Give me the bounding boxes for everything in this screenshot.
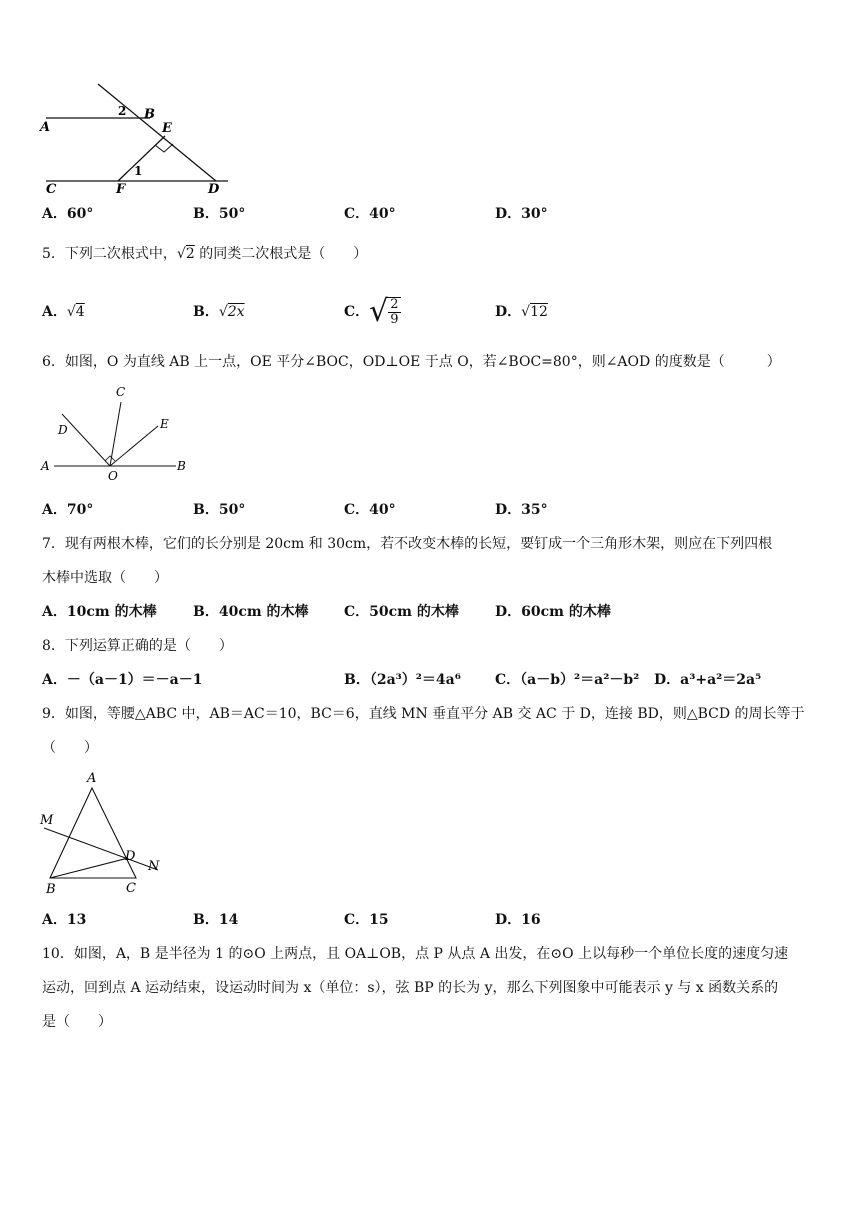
q8-stem: 8．下列运算正确的是（ ） [42,638,233,654]
q9-figure [36,766,176,900]
q5-stem: 5．下列二次根式中，√2 的同类二次根式是（ ） [42,246,368,262]
q6-label-B: B [177,459,186,473]
q9-option-b[interactable]: B．14 [193,912,239,928]
q4-label-D: D [208,182,220,196]
q10-stem-line3: 是（ ） [42,1014,112,1030]
q6-label-O: O [108,469,118,483]
q8-option-a[interactable]: A．－（a－1）＝－a－1 [42,672,203,688]
q9-label-B: B [46,882,56,897]
q4-option-c[interactable]: C．40° [344,206,396,222]
q5-option-b[interactable]: B．√2x [193,304,245,320]
q7-option-c[interactable]: C．50cm 的木棒 [344,604,459,620]
q6-figure [38,384,198,484]
q6-label-C: C [116,385,126,399]
q4-angle-2: 2 [118,104,127,118]
q6-stem: 6．如图，O 为直线 AB 上一点，OE 平分∠BOC，OD⊥OE 于点 O，若∠BOC=80°，则∠AOD 的度数是（ ） [42,354,781,370]
q6-option-a[interactable]: A．70° [42,502,94,518]
q9-stem-line1: 9．如图，等腰△ABC 中，AB＝AC＝10，BC＝6，直线 MN 垂直平分 AB 交 AC 于 D，连接 BD，则△BCD 的周长等于 [42,706,805,722]
q10-stem-line2: 运动，回到点 A 运动结束，设运动时间为 x（单位：s），弦 BP 的长为 y，那么下列图象中可能表示 y 与 x 函数关系的 [42,980,779,996]
q9-option-a[interactable]: A．13 [42,912,87,928]
sqrt-icon: √ [369,294,389,329]
q5-option-a[interactable]: A．√4 [42,304,85,320]
sqrt-icon: √2 [176,246,195,262]
q6-option-b[interactable]: B．50° [193,502,246,518]
q9-option-d[interactable]: D．16 [495,912,541,928]
q4-figure [38,78,238,196]
q9-label-M: M [40,813,54,828]
q4-label-B: B [144,107,155,122]
q6-label-E: E [160,417,169,431]
q10-stem-line1: 10．如图，A，B 是半径为 1 的⊙O 上两点，且 OA⊥OB，点 P 从点 A 出发，在⊙O 上以每秒一个单位长度的速度匀速 [42,946,789,962]
q7-stem-line2: 木棒中选取（ ） [42,570,168,586]
q9-label-N: N [148,859,160,874]
q4-label-A: A [40,120,51,135]
q9-stem-line2: （ ） [42,740,98,756]
q7-option-b[interactable]: B．40cm 的木棒 [193,604,309,620]
q6-label-A: A [41,459,50,473]
q4-angle-1: 1 [134,164,143,178]
q8-option-b[interactable]: B．（2a³）²＝4a⁶ [344,672,461,688]
q4-option-b[interactable]: B．50° [193,206,246,222]
q4-option-a[interactable]: A．60° [42,206,94,222]
q9-option-c[interactable]: C．15 [344,912,389,928]
q9-label-A: A [87,771,97,786]
q4-label-F: F [116,182,126,196]
q6-option-d[interactable]: D．35° [495,502,548,518]
q6-option-c[interactable]: C．40° [344,502,396,518]
q7-option-d[interactable]: D．60cm 的木棒 [495,604,611,620]
q8-option-d[interactable]: D．a³+a²＝2a⁵ [654,672,762,688]
q8-option-c[interactable]: C．（a－b）²＝a²－b² [495,672,640,688]
q4-option-d[interactable]: D．30° [495,206,548,222]
q4-label-E: E [162,121,172,136]
q9-label-D: D [125,849,136,864]
sqrt-icon: √ [66,304,76,320]
q9-label-C: C [126,881,136,896]
q7-option-a[interactable]: A．10cm 的木棒 [42,604,157,620]
q5-option-d[interactable]: D．√12 [495,304,548,320]
q4-label-C: C [46,182,57,196]
sqrt-icon: √ [218,304,228,320]
q5-option-c[interactable]: C．√ $\frac{2}{9}$ [344,294,399,329]
q6-label-D: D [58,423,68,437]
q7-stem-line1: 7．现有两根木棒，它们的长分别是 20cm 和 30cm，若不改变木棒的长短，要钉成一个三角形木架，则应在下列四根 [42,536,773,552]
sqrt-icon: √ [521,304,531,320]
